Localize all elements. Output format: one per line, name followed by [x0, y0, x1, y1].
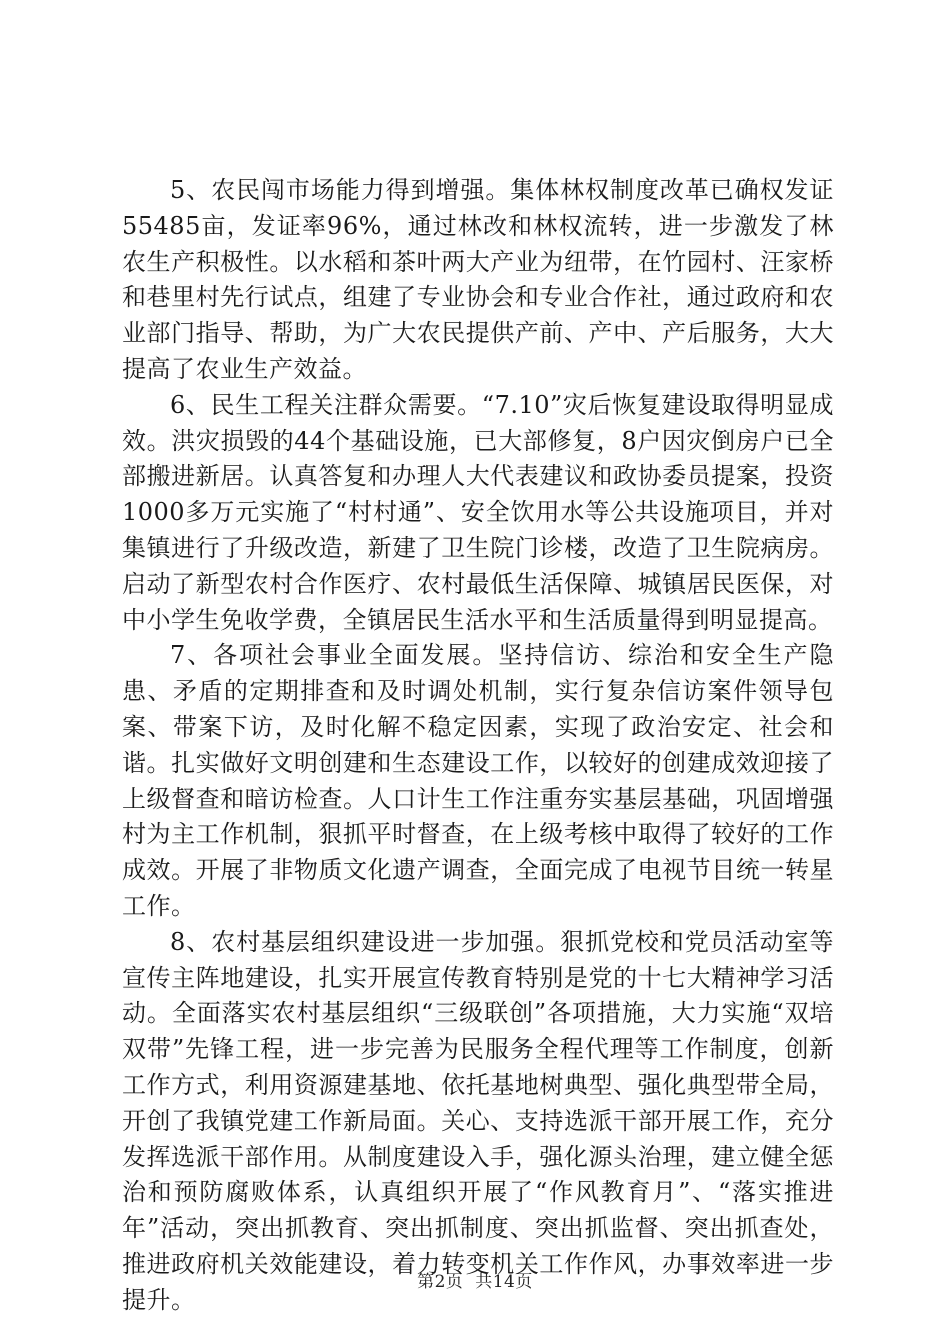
paragraph-item-8: 8、农村基层组织建设进一步加强。狠抓党校和党员活动室等宣传主阵地建设，扎实开展宣传教育特别是党的十七大精神学习活动。全面落实农村基层组织“三级联创”各项措施，大力实施“双培双带”先锋工程，进一步完善为民服务全程代理等工作制度，创新工作方式，利用资源建基地、依托基地树典型、强化典型带全局，开创了我镇党建工作新局面。关心、支持选派干部开展工作，充分发挥选派干部作用。从制度建设入手，强化源头治理，建立健全惩治和预防腐败体系，认真组织开展了“作风教育月”、“落实推进年”活动，突出抓教育、突出抓制度、突出抓监督、突出抓查处，推进政府机关效能建设，着力转变机关工作作风，办事效率进一步提升。 [122, 927, 834, 1314]
document-body [122, 173, 834, 1319]
paragraph-item-6: 6、民生工程关注群众需要。“7.10”灾后恢复建设取得明显成效。洪灾损毁的44个基础设施，已大部修复，8户因灾倒房户已全部搬进新居。认真答复和办理人大代表建议和政协委员提案，投资1000多万元实施了“村村通”、安全饮用水等公共设施项目，并对集镇进行了升级改造，新建了卫生院门诊楼，改造了卫生院病房。启动了新型农村合作医疗、农村最低生活保障、城镇居民医保，对中小学生免收学费，全镇居民生活水平和生活质量得到明显提高。 [122, 390, 834, 634]
page-number: 第2页 共14页 [417, 1272, 533, 1292]
page-footer [0, 1267, 950, 1292]
paragraph-item-7: 7、各项社会事业全面发展。坚持信访、综治和安全生产隐患、矛盾的定期排查和及时调处机制，实行复杂信访案件领导包案、带案下访，及时化解不稳定因素，实现了政治安定、社会和谐。扎实做好文明创建和生态建设工作，以较好的创建成效迎接了上级督查和暗访检查。人口计生工作注重夯实基层基础，巩固增强村为主工作机制，狠抓平时督查，在上级考核中取得了较好的工作成效。开展了非物质文化遗产调查，全面完成了电视节目统一转星工作。 [122, 641, 834, 920]
paragraph-item-5: 5、农民闯市场能力得到增强。集体林权制度改革已确权发证55485亩，发证率96%，通过林改和林权流转，进一步激发了林农生产积极性。以水稻和茶叶两大产业为纽带，在竹园村、汪家桥和巷里村先行试点，组建了专业协会和专业合作社，通过政府和农业部门指导、帮助，为广大农民提供产前、产中、产后服务，大大提高了农业生产效益。 [122, 176, 834, 383]
